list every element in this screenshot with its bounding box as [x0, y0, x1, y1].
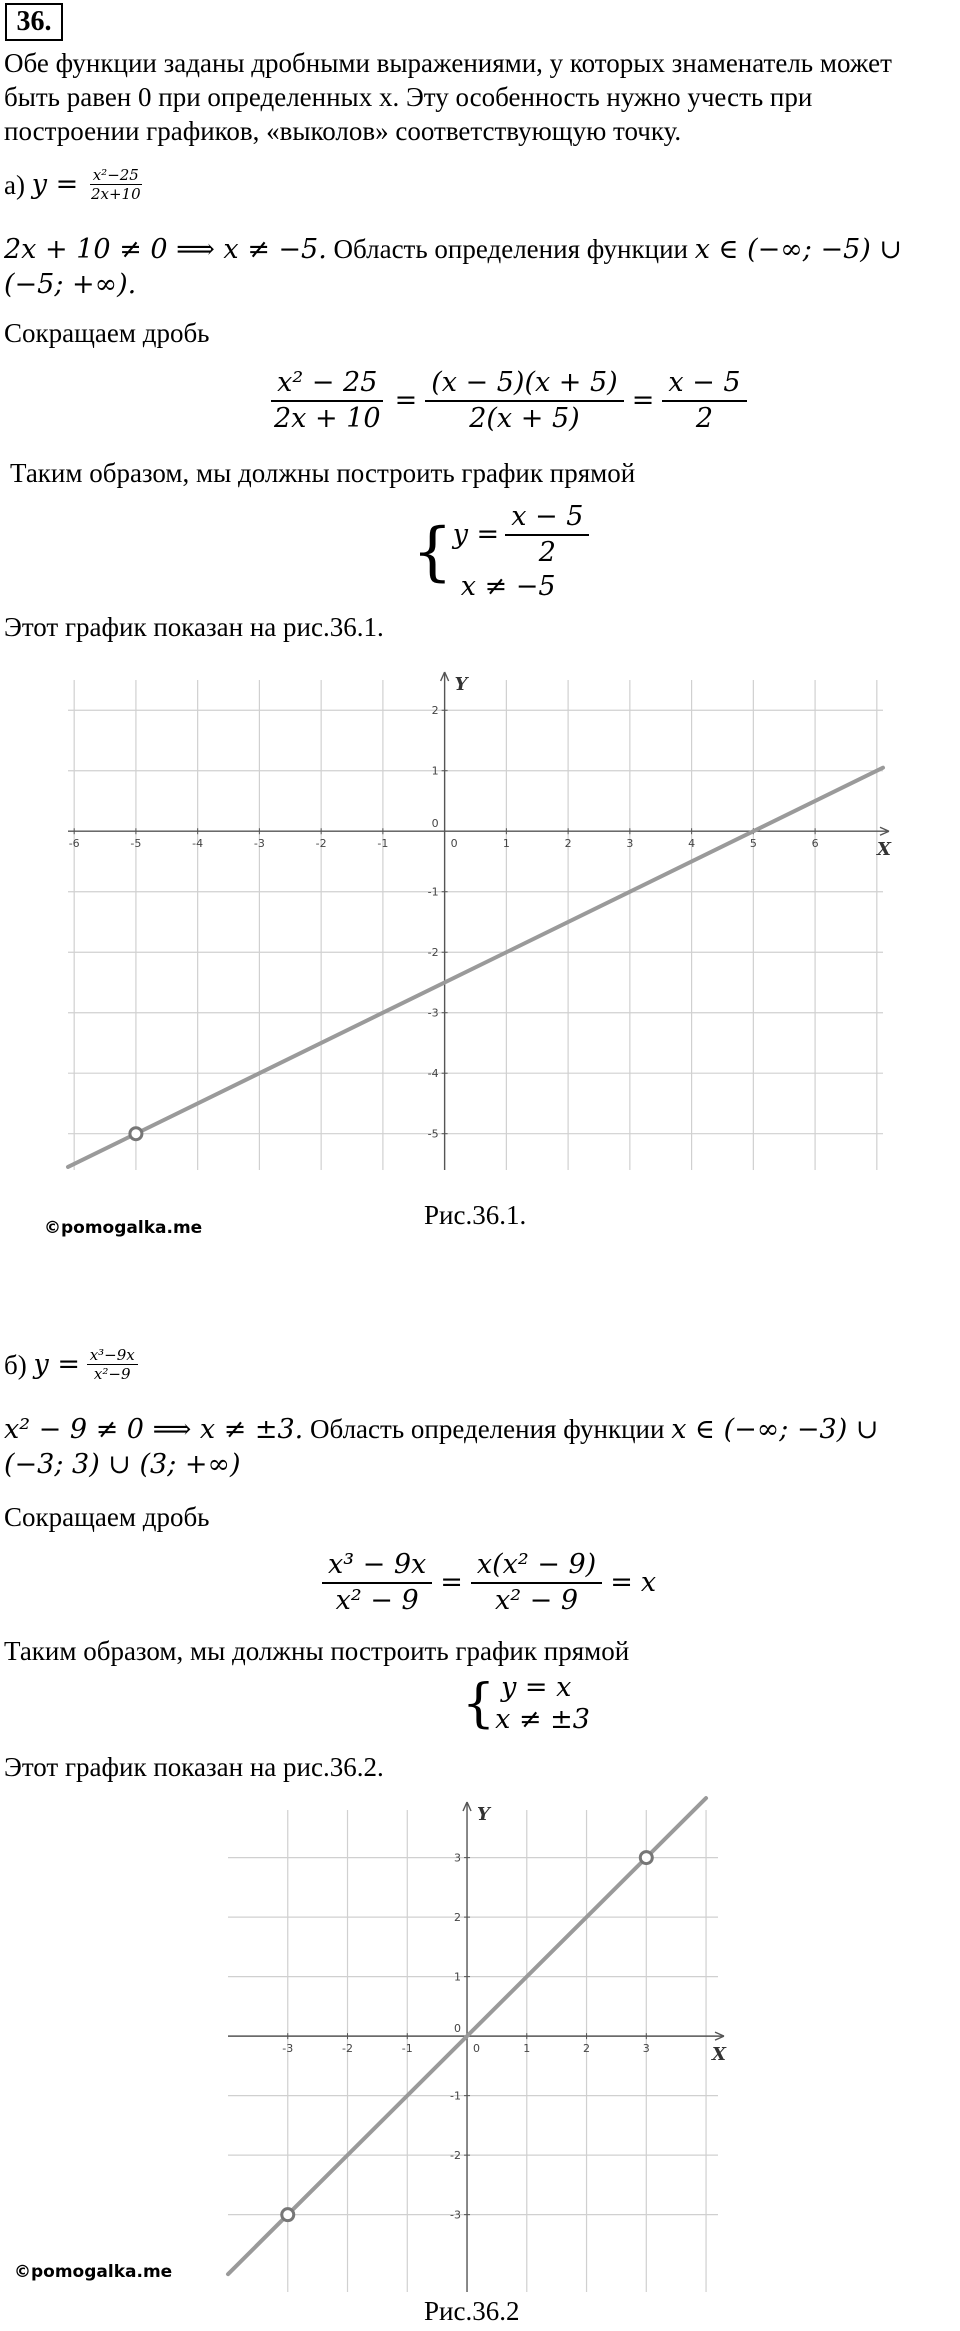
- y-axis-title: Y: [477, 1804, 490, 1825]
- system-brace: {: [462, 1674, 496, 1734]
- part-b-condition-math: x² − 9 ≠ 0 ⟹ x ≠ ±3.: [4, 1414, 304, 1445]
- part-b-condition: [4, 1412, 878, 1447]
- system-fraction: [505, 500, 589, 570]
- numerator: x − 5: [662, 366, 746, 402]
- problem-number: 36.: [5, 3, 63, 41]
- reduce-result: x: [640, 1567, 657, 1598]
- part-a-label: а): [4, 169, 25, 200]
- figure-caption-36-1: Рис.36.1.: [424, 1200, 527, 1230]
- numerator: x(x² − 9): [471, 1548, 602, 1584]
- part-a-condition: [4, 232, 902, 267]
- graph-36-1: [0, 650, 960, 1190]
- y-tick-label: -5: [427, 1127, 439, 1141]
- fraction-numerator: x²−25: [90, 166, 142, 185]
- system-line-2: x ≠ ±3: [495, 1704, 590, 1735]
- reduce-fraction-2: [471, 1548, 602, 1618]
- system-brace: {: [412, 515, 453, 589]
- part-a-domain-math: x ∈ (−∞; −5) ∪: [694, 234, 902, 265]
- fraction-numerator: x³−9x: [87, 1346, 138, 1365]
- series-line: [68, 768, 883, 1167]
- part-b-reduce-equation: [322, 1548, 656, 1618]
- denominator: 2: [538, 537, 556, 568]
- denominator: x² − 9: [495, 1585, 579, 1616]
- equals-sign: =: [631, 385, 655, 416]
- part-a-fraction: [85, 166, 147, 203]
- part-a-lhs: y =: [31, 168, 79, 200]
- part-b-domain-math: x ∈ (−∞; −3) ∪: [671, 1414, 879, 1445]
- y-tick-label: 1: [454, 1970, 462, 1984]
- y-tick-label: 2: [454, 1911, 462, 1925]
- part-b-domain-cont: (−3; 3) ∪ (3; +∞): [4, 1449, 241, 1480]
- y-tick-label: -1: [450, 2089, 462, 2103]
- part-b-fraction: [87, 1346, 138, 1383]
- x-tick-label: 3: [626, 837, 634, 851]
- graph-36-2: [0, 1790, 960, 2302]
- y-tick-label: 2: [431, 704, 439, 718]
- reduce-fraction-1: [268, 366, 387, 436]
- y-tick-label: 1: [431, 764, 439, 778]
- part-a-reduce-equation: [268, 366, 747, 436]
- part-a-system: [412, 500, 589, 604]
- denominator: 2x + 10: [274, 403, 381, 434]
- y-tick-label: -2: [450, 2149, 462, 2163]
- numerator: x² − 25: [271, 366, 383, 402]
- x-axis-title: X: [877, 839, 891, 861]
- x-tick-label: 2: [583, 2042, 591, 2056]
- system-line-1: y = x: [501, 1672, 572, 1703]
- fraction-denominator: x²−9: [93, 1365, 131, 1383]
- denominator: 2(x + 5): [469, 403, 580, 434]
- y-tick-label: -3: [450, 2208, 462, 2222]
- intro-line-2: быть равен 0 при определенных x. Эту особенность нужно учесть при: [4, 82, 813, 112]
- x-tick-label: -4: [192, 837, 204, 851]
- part-b-shown-text: Этот график показан на рис.36.2.: [4, 1752, 384, 1782]
- y-tick-label: 0: [454, 2022, 462, 2036]
- y-tick-label: -2: [427, 946, 439, 960]
- y-tick-label: -3: [427, 1006, 439, 1020]
- watermark: ©pomogalka.me: [44, 1218, 203, 1238]
- part-a-thus-text: Таким образом, мы должны построить график прямой: [10, 458, 636, 488]
- numerator: (x − 5)(x + 5): [425, 366, 624, 402]
- reduce-fraction-1: [322, 1548, 432, 1618]
- numerator: x − 5: [505, 500, 589, 536]
- open-point: [130, 1128, 142, 1140]
- intro-line-3: построении графиков, «выколов» соответствующую точку.: [4, 116, 682, 146]
- figure-caption-36-2: Рис.36.2: [424, 2296, 520, 2326]
- part-b-lhs: y =: [33, 1348, 80, 1380]
- x-tick-label: -3: [253, 837, 265, 851]
- x-tick-label: 1: [502, 837, 510, 851]
- part-b-system: [462, 1672, 590, 1736]
- origin-label: 0: [450, 837, 458, 851]
- y-tick-label: -1: [427, 885, 439, 899]
- equals-sign: =: [394, 385, 418, 416]
- x-tick-label: -2: [342, 2042, 353, 2056]
- y-tick-label: 3: [454, 1851, 462, 1865]
- x-axis-title: X: [712, 2044, 726, 2066]
- watermark: ©pomogalka.me: [14, 2262, 173, 2282]
- part-b-function: [4, 1346, 138, 1383]
- x-tick-label: 5: [749, 837, 757, 851]
- numerator: x³ − 9x: [322, 1548, 432, 1584]
- equals-sign: =: [440, 1567, 463, 1598]
- x-tick-label: -2: [315, 837, 327, 851]
- part-a-function: [4, 166, 147, 203]
- y-tick-label: 0: [431, 817, 439, 831]
- reduce-fraction-2: [425, 366, 624, 436]
- fraction-denominator: 2x+10: [90, 185, 141, 203]
- part-a-reduce-text: Сокращаем дробь: [4, 318, 210, 348]
- y-axis-title: Y: [454, 674, 468, 695]
- part-a-condition-math: 2x + 10 ≠ 0 ⟹ x ≠ −5.: [4, 234, 327, 265]
- part-a-shown-text: Этот график показан на рис.36.1.: [4, 612, 384, 642]
- system-line-1-lhs: y =: [452, 519, 500, 550]
- equals-sign: =: [610, 1567, 633, 1598]
- x-tick-label: 4: [688, 837, 696, 851]
- denominator: 2: [695, 403, 714, 434]
- x-tick-label: 1: [523, 2042, 531, 2056]
- open-point: [282, 2209, 294, 2221]
- system-line-2: x ≠ −5: [460, 571, 556, 602]
- x-tick-label: -1: [401, 2042, 413, 2056]
- part-a-domain-cont: (−5; +∞).: [4, 269, 137, 300]
- origin-label: 0: [473, 2042, 481, 2056]
- reduce-fraction-3: [662, 366, 746, 436]
- intro-line-1: Обе функции заданы дробными выражениями, у которых знаменатель может: [4, 48, 892, 78]
- part-b-condition-text: Область определения функции: [303, 1414, 672, 1444]
- x-tick-label: -5: [130, 837, 142, 851]
- x-tick-label: 6: [811, 837, 819, 851]
- open-point: [640, 1852, 652, 1864]
- x-tick-label: -6: [68, 837, 80, 851]
- x-tick-label: 3: [642, 2042, 650, 2056]
- x-tick-label: 2: [564, 837, 572, 851]
- x-tick-label: -1: [377, 837, 389, 851]
- y-tick-label: -4: [427, 1067, 439, 1081]
- denominator: x² − 9: [335, 1585, 419, 1616]
- part-b-reduce-text: Сокращаем дробь: [4, 1502, 210, 1532]
- part-b-label: б): [4, 1349, 27, 1380]
- x-tick-label: -3: [282, 2042, 294, 2056]
- part-b-thus-text: Таким образом, мы должны построить график прямой: [4, 1636, 630, 1666]
- part-a-condition-text: Область определения функции: [326, 234, 695, 264]
